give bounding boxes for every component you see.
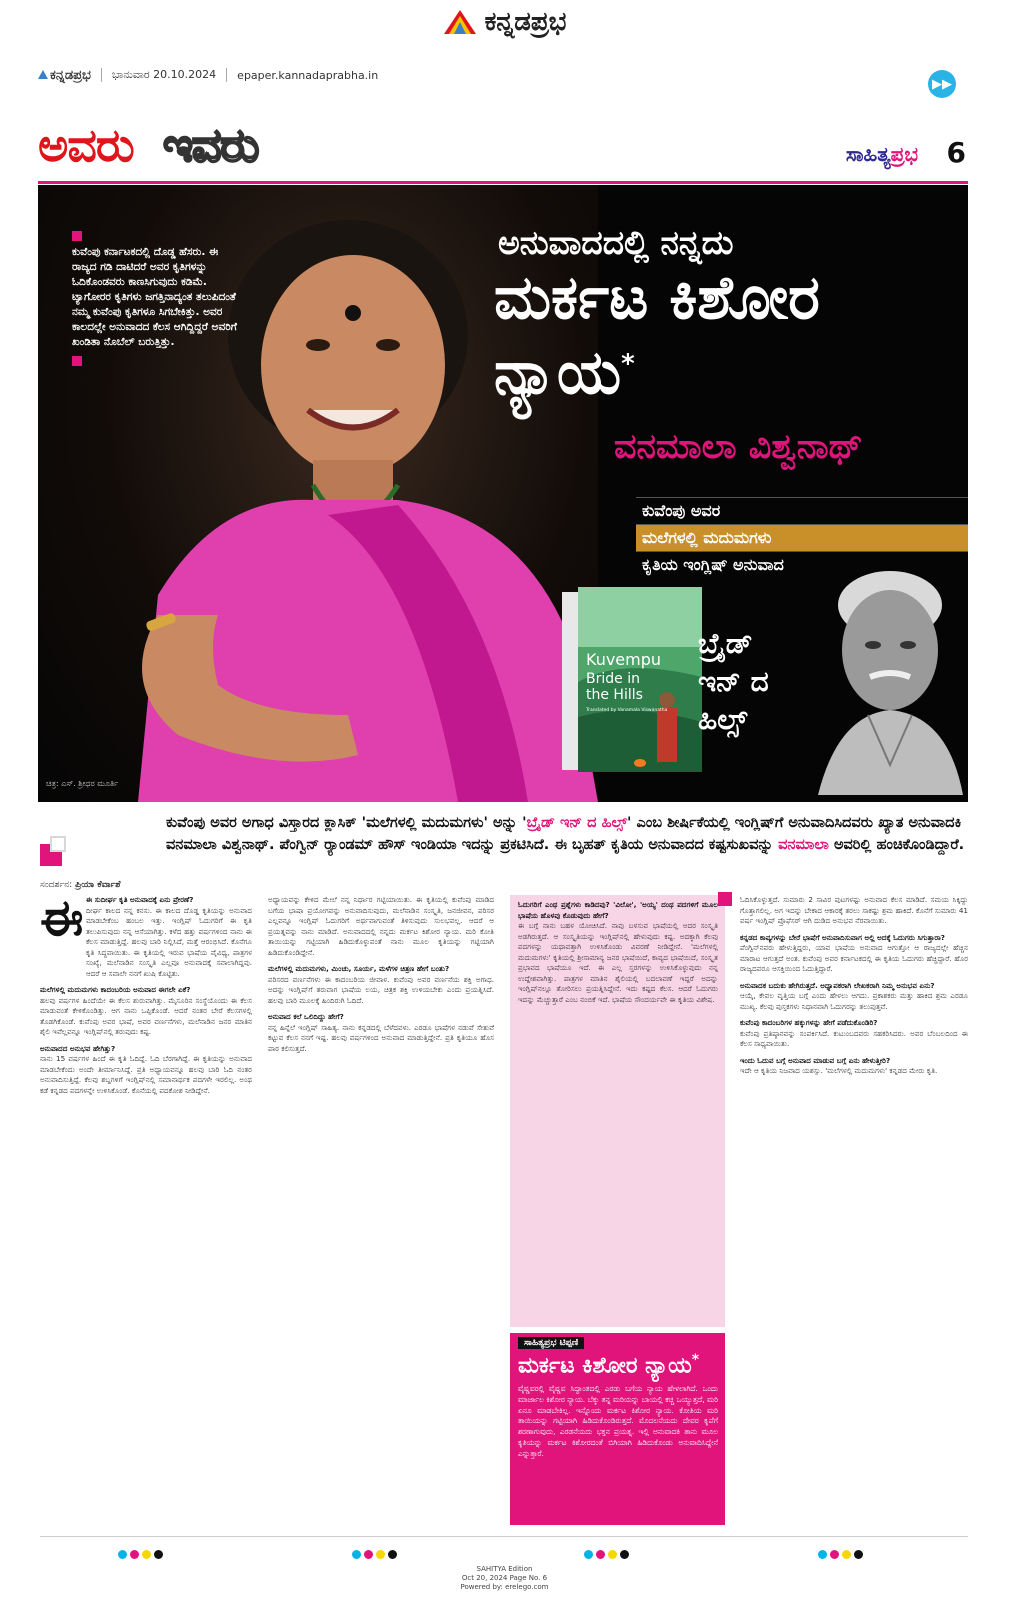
section-title-avaru: ಅವರು (38, 118, 134, 172)
intro-book-name: ಬ್ರೈಡ್ ಇನ್ ದ ಹಿಲ್ಸ್ (526, 815, 628, 831)
interview-answer: ಅಧ್ಯಾಯವನ್ನು ಕೇಳಿದ ಮೇಲೆ ನನ್ನ ನಿರ್ಧಾರ ಗಟ್ಟಿಯಾಯಿತು. ಈ ಕೃತಿಯಲ್ಲಿ ಕುವೆಂಪು ಮಾಡಿದ ಬಗೆಯ ಭಾಷಾ ಪ್ರಯೋಗವನ್ನು ಅನುವಾದಿಸುವುದು, ಮಲೆನಾಡಿನ ಸಂಸ್ಕೃತಿ, ಜನಜೀವನ, ಪರಿಸರ ಎಲ್ಲವನ್ನೂ ಇಂಗ್ಲಿಷ್ ಓದುಗರಿಗೆ ಅರ್ಥವಾಗುವಂತೆ ತಿಳಿಸುವುದು ಸುಲಭವಲ್ಲ. ಆದರೆ ಆ ಪ್ರಯತ್ನವನ್ನು ನಾನು ಮಾಡಿದೆ. ಅನುವಾದದಲ್ಲಿ ನನ್ನದು ಮರ್ಕಟ ಕಿಶೋರ ನ್ಯಾಯ. ಮರಿ ಕೋತಿ ತಾಯಿಯನ್ನು ಗಟ್ಟಿಯಾಗಿ ಹಿಡಿದುಕೊಳ್ಳುವಂತೆ ನಾನು ಮೂಲ ಕೃತಿಯನ್ನು ಗಟ್ಟಿಯಾಗಿ ಹಿಡಿದುಕೊಂಡಿದ್ದೇನೆ. (268, 895, 494, 957)
article-column-4 (740, 895, 968, 1525)
article-column-3 (518, 900, 718, 1325)
book-author: Kuvempu (586, 650, 662, 669)
quote-mark-bottom (72, 356, 82, 366)
interview-answer: ನಾನು 15 ವರ್ಷಗಳ ಹಿಂದೆ ಈ ಕೃತಿ ಓದಿದ್ದೆ. ಓದಿ ಬೆರಗಾಗಿದ್ದೆ. ಈ ಕೃತಿಯನ್ನು ಅನುವಾದ ಮಾಡಬೇಕೆಂದು ಅಂದೇ ತೀರ್ಮಾನಿಸಿದ್ದೆ. ಪ್ರತಿ ಅಧ್ಯಾಯವನ್ನೂ ಹಲವು ಬಾರಿ ಓದಿ ನಂತರ ಅನುವಾದಿಸುತ್ತಿದ್ದೆ. ಕೆಲವು ಶಬ್ದಗಳಿಗೆ ಇಂಗ್ಲಿಷ್‌ನಲ್ಲಿ ಸಮಾನಾರ್ಥಕ ಪದಗಳೇ ಇರಲಿಲ್ಲ. ಅಂಥ ಕಡೆ ಕನ್ನಡದ ಪದಗಳನ್ನೇ ಉಳಿಸಿಕೊಂಡೆ. ಕೊನೆಯಲ್ಲಿ ಪದಕೋಶ ನೀಡಿದ್ದೇನೆ. (40, 1054, 252, 1095)
pull-quote (72, 231, 242, 366)
next-arrow-icon: ▶▶ (932, 76, 952, 92)
footer-edition: SAHITYA Edition (476, 1565, 533, 1573)
subtitle-line-1: ಕುವೆಂಪು ಅವರ (636, 497, 968, 524)
kuvempu-portrait-photo (798, 565, 968, 795)
footer-rule (40, 1536, 968, 1537)
bride-line-3: ಹಿಲ್ಸ್ (698, 703, 748, 736)
section-label (846, 142, 918, 166)
interview-answer: ಈ ಬಗ್ಗೆ ನಾನು ಬಹಳ ಯೋಚಿಸಿದೆ. ನಾವು ಬಳಸುವ ಭಾಷೆಯಲ್ಲಿ ಅದರ ಸಂಸ್ಕೃತಿ ಅಡಗಿರುತ್ತದೆ. ಆ ಸಂಸ್ಕೃತಿಯನ್ನು ಇಂಗ್ಲಿಷ್‌ನಲ್ಲಿ ಹೇಳುವುದು ಕಷ್ಟ. ಅದಕ್ಕಾಗಿ ಕೆಲವು ಪದಗಳನ್ನು ಯಥಾವತ್ತಾಗಿ ಉಳಿಸಿಕೊಂಡು ವಿವರಣೆ ನೀಡಿದ್ದೇನೆ. 'ಮಲೆಗಳಲ್ಲಿ ಮದುಮಗಳು' ಕೃತಿಯಲ್ಲಿ ಶ್ರೀಸಾಮಾನ್ಯ ಜನರ ಭಾಷೆಯಿದೆ, ಕಾವ್ಯದ ಭಾಷೆಯಿದೆ, ಸಂಸ್ಕೃತ ಪ್ರಭಾವದ ಭಾಷೆಯೂ ಇದೆ. ಈ ಎಲ್ಲ ಸ್ತರಗಳನ್ನು ಉಳಿಸಿಕೊಳ್ಳುವುದು ನನ್ನ ಉದ್ದೇಶವಾಗಿತ್ತು. ಪಾತ್ರಗಳ ಮಾತಿನ ಶೈಲಿಯಲ್ಲಿ ಬದಲಾವಣೆ ಇದ್ದರೆ ಅದನ್ನು ಇಂಗ್ಲಿಷ್‌ನಲ್ಲೂ ತೋರಿಸಲು ಪ್ರಯತ್ನಿಸಿದ್ದೇನೆ. ಇದು ಕಷ್ಟದ ಕೆಲಸ. ಆದರೆ ಓದುಗರು ಇದನ್ನು ಮೆಚ್ಚುತ್ತಾರೆ ಎಂಬ ನಂಬಿಕೆ ಇದೆ. ಭಾಷೆಯ ಸೌಂದರ್ಯವೇ ಈ ಕೃತಿಯ ವಿಶೇಷ. (518, 921, 718, 1004)
byline-name: ಪ್ರಿಯಾ ಕೆರ್ವಾಶೆ (75, 880, 121, 890)
logo-triangle-icon (38, 70, 48, 79)
headline-asterisk: * (621, 349, 635, 379)
headline (494, 265, 964, 406)
page-footer (0, 1565, 1009, 1592)
section-label-sahitya: ಸಾಹಿತ್ಯ (845, 142, 891, 166)
intro-part-3: ಅವರಿಲ್ಲಿ ಹಂಚಿಕೊಂಡಿದ್ದಾರೆ. (828, 837, 965, 853)
intro-standfirst (166, 812, 966, 856)
intro-part-2: ' ಎಂಬ ಶೀರ್ಷಿಕೆಯಲ್ಲಿ ಇಂಗ್ಲಿಷ್‌ಗೆ ಅನುವಾದಿಸಿದವರು ಖ್ಯಾತ ಅನುವಾದಕಿ ವನಮಾಲಾ ವಿಶ್ವನಾಥ್. ಪೆಂಗ್ವಿನ್ ರ‍್ಯಾಂಡಮ್ ಹೌಸ್ ಇಂಡಿಯಾ ಇದನ್ನು ಪ್ರಕಟಿಸಿದೆ. ಈ ಬೃಹತ್ ಕೃತಿಯ ಅನುವಾದದ ಕಷ್ಟಸುಖವನ್ನು (166, 815, 962, 853)
book-translator: Translated by Vanamala Viswanatha (586, 708, 668, 713)
intro-part-1: ಕುವೆಂಪು ಅವರ ಅಗಾಧ ವಿಸ್ತಾರದ ಕ್ಲಾಸಿಕ್ 'ಮಲೆಗಳಲ್ಲಿ ಮದುಮಗಳು' ಅನ್ನು ' (166, 815, 527, 831)
book-cover-image (562, 587, 702, 772)
intro-author-name: ವನಮಾಲಾ (778, 837, 829, 853)
headline-text: ಮರ್ಕಟ ಕಿಶೋರ ನ್ಯಾಯ (494, 263, 820, 408)
interview-question: ಇಂದು ಓದುವ ಬಗ್ಗೆ ಅನುವಾದ ಮಾಡುವ ಬಗ್ಗೆ ಏನು ಹೇಳುತ್ತೀರಿ? (740, 1055, 891, 1065)
interview-answer: ಕುವೆಂಪು ಪ್ರತಿಷ್ಠಾನವನ್ನು ಸಂಪರ್ಕಿಸಿದೆ. ಕುಟುಂಬದವರು ಸಹಕರಿಸಿದರು. ಅವರ ಬೆಂಬಲದಿಂದ ಈ ಕೆಲಸ ಸಾಧ್ಯವಾಯಿತು. (740, 1028, 968, 1048)
epaper-url[interactable]: epaper.kannadaprabha.in (237, 68, 379, 82)
interview-question: ಅನುವಾದಕ ಬದುಕು ಹೇಗಿರುತ್ತದೆ. ಅಧ್ಯಾಪಕರಾಗಿ ಲೇಖಕರಾಗಿ ನಿಮ್ಮ ಅನುಭವ ಏನು? (740, 980, 935, 990)
registration-marks (584, 1550, 629, 1559)
footer-powered-by: Powered by: erelego.com (460, 1583, 549, 1591)
book-title-2: the Hills (586, 687, 643, 703)
bride-line-2: ಇನ್ ದ (698, 665, 769, 698)
interview-answer: ಓದಿಸಿಕೊಳ್ಳುತ್ತದೆ. ಸುಮಾರು 2 ಸಾವಿರ ಪುಟಗಳಷ್ಟು ಅನುವಾದ ಕೆಲಸ ಮಾಡಿದೆ. ಸಮಯ ಸಿಕ್ಕಿದ್ದು ಗೊತ್ತಾಗಲಿಲ್ಲ. ಅಗ ಇದನ್ನು ಬೇಕಾದ ಆಕಾರಕ್ಕೆ ತರಲು ಸಾಕಷ್ಟು ಶ್ರಮ ಹಾಕಿದೆ. ಕೊನೆಗೆ ಸುಮಾರು 41 ವರ್ಷ ಇಂಗ್ಲಿಷ್ ಪ್ರೊಫೆಸರ್ ಆಗಿ ದುಡಿದ ಅನುಭವ ನೆರವಾಯಿತು. (740, 895, 968, 925)
intro-white-square (50, 836, 66, 852)
masthead (0, 0, 1009, 44)
interview-question: ಅನುವಾದದ ಅನುಭವ ಹೇಗಿತ್ತು? (40, 1043, 116, 1053)
highlight-corner-mark (718, 892, 732, 906)
interview-question: ಕನ್ನಡದ ಕಾವ್ಯಗಳನ್ನು ಬೇರೆ ಭಾಷೆಗೆ ಅನುವಾದಿಸುವಾಗ ಅಲ್ಲಿ ಅದಕ್ಕೆ ಓದುಗರು ಸಿಗುತ್ತಾರಾ? (740, 932, 945, 942)
masthead-logo-text: ಕನ್ನಡಪ್ರಭ (484, 6, 567, 37)
subtitle-line-2: ಮಲೆಗಳಲ್ಲಿ ಮದುಮಗಳು (636, 524, 968, 551)
registration-marks (118, 1550, 163, 1559)
interview-question: ಕುವೆಂಪು ಕಾದಂಬರಿಗಳ ಹಕ್ಕುಗಳನ್ನು ಹೇಗೆ ಪಡೆದುಕೊಂಡಿರಿ? (740, 1018, 878, 1027)
interview-question: ಈ ಸುದೀರ್ಘ ಕೃತಿ ಅನುವಾದಕ್ಕೆ ಏನು ಪ್ರೇರಣೆ? (86, 895, 194, 904)
col1-block-1 (40, 889, 252, 979)
interview-question: ಮಲೆಗಳಲ್ಲಿ ಮದುಮಗಳು, ಮಿಂಚು, ಸೂರ್ಯ, ಮಳೆಗಳ ಚಿತ್ರಣ ಹೇಗೆ ಬಂತು? (268, 964, 450, 973)
article-column-2 (268, 895, 494, 1525)
page-number: 6 (946, 136, 966, 169)
header-rule (38, 181, 968, 184)
quote-mark-top (72, 231, 82, 241)
edition-logo-text: ಕನ್ನಡಪ್ರಭ (50, 67, 91, 83)
photo-credit: ಚಿತ್ರ: ಎಸ್. ಶ್ರೀಧರ ಮೂರ್ತಿ (46, 779, 119, 788)
explainer-title (518, 1352, 718, 1378)
registration-marks (818, 1550, 863, 1559)
edition-bar (38, 66, 968, 84)
registration-marks (352, 1550, 397, 1559)
interview-answer: ಪೆಂಗ್ವಿನ್‌ನವರು ಹೇಳುತ್ತಿದ್ದರು, ಯಾವ ಭಾಷೆಯ ಅನುವಾದ ಆಗುತ್ತೋ ಆ ರಾಜ್ಯದಲ್ಲೇ ಹೆಚ್ಚಿನ ಮಾರಾಟ ಆಗುತ್ತದೆ ಅಂತ. ಕುವೆಂಪು ಅವರ ಕರ್ನಾಟಕದಲ್ಲಿ ಈ ಕೃತಿಯ ಓದುಗರು ಹೆಚ್ಚಿದ್ದಾರೆ. ಹೊರ ರಾಜ್ಯದವರೂ ಆಸಕ್ತಿಯಿಂದ ಓದುತ್ತಿದ್ದಾರೆ. (740, 943, 968, 973)
explainer-title-text: ಮರ್ಕಟ ಕಿಶೋರ ನ್ಯಾಯ (518, 1353, 692, 1379)
drop-cap: ಈ (40, 889, 84, 947)
hero-banner (38, 185, 968, 802)
interview-question: ಓದುಗರಿಗೆ ಎಂಥ ಪ್ರಶ್ನೆಗಳು ಕಾಡಿದವು? 'ವಿಲೋ', 'ಅಯ್ಯ' ದಂಥ ಪದಗಳಿಗೆ ಮೂಲ ಭಾಷೆಯ ಹೊಳವು ಕೊಡುವುದು ಹೇಗೆ? (518, 900, 718, 920)
interview-answer: ಇದೇ ಆ ಕೃತಿಯ ನಿಜವಾದ ಯಶಸ್ಸು. 'ಮಲೆಗಳಲ್ಲಿ ಮದುಮಗಳು' ಕನ್ನಡದ ಮೇರು ಕೃತಿ. (740, 1066, 938, 1075)
edition-logo (38, 68, 91, 83)
book-title-kannada (698, 625, 769, 739)
subtitle-line-3: ಕೃತಿಯ ಇಂಗ್ಲಿಷ್ ಅನುವಾದ (636, 551, 968, 578)
book-title-1: Bride in (586, 671, 640, 687)
edition-date: ಭಾನುವಾರ 20.10.2024 (111, 68, 217, 81)
byline-label: ಸಂದರ್ಶನ: (40, 880, 73, 890)
headline-kicker: ಅನುವಾದದಲ್ಲಿ ನನ್ನದು (498, 223, 734, 262)
section-label-prabha: ಪ್ರಭ (890, 142, 918, 166)
divider (101, 68, 102, 82)
kannadaprabha-logo-icon (443, 9, 477, 35)
interview-answer: ಆಯ್ಕೆ, ಕೇವಲ ವೃತ್ತಿಯ ಬಗ್ಗೆ ಎಂದು ಹೇಳಲು ಆಗದು. ಪ್ರಕಾಶಕರು ಮತ್ತು ಹಾಕಿದ ಶ್ರಮ ಎರಡೂ ಮುಖ್ಯ. ಕೆಲವು ಪುಸ್ತಕಗಳು ನಿಧಾನವಾಗಿ ಓದುಗರನ್ನು ತಲುಪುತ್ತವೆ. (740, 991, 968, 1011)
interview-question: ಮಲೆಗಳಲ್ಲಿ ಮದುಮಗಳು ಕಾದಂಬರಿಯ ಅನುವಾದ ಈಗಲೇ ಏಕೆ? (40, 985, 191, 994)
interview-answer: ಪರಿಸರದ ವರ್ಣನೆಗಳು ಈ ಕಾದಂಬರಿಯ ಜೀವಾಳ. ಕುವೆಂಪು ಅವರ ವರ್ಣನೆಯ ಶಕ್ತಿ ಅಗಾಧ. ಅದನ್ನು ಇಂಗ್ಲಿಷ್‌ಗೆ ತರುವಾಗ ಭಾಷೆಯ ಲಯ, ಚಿತ್ರಕ ಶಕ್ತಿ ಉಳಿಯಬೇಕು ಎಂದು ಪ್ರಯತ್ನಿಸಿದೆ. ಹಲವು ಬಾರಿ ಮೂಲಕ್ಕೆ ಹಿಂದಿರುಗಿ ಓದಿದೆ. (268, 974, 494, 1005)
interview-answer: ನನ್ನ ಹಿನ್ನೆಲೆ ಇಂಗ್ಲಿಷ್ ಸಾಹಿತ್ಯ. ನಾನು ಕನ್ನಡದಲ್ಲಿ ಬೆಳೆದವಳು. ಎರಡೂ ಭಾಷೆಗಳ ನಡುವೆ ಸೇತುವೆ ಕಟ್ಟುವ ಕೆಲಸ ನನಗೆ ಇಷ್ಟ. ಹಲವು ವರ್ಷಗಳಿಂದ ಅನುವಾದ ಮಾಡುತ್ತಿದ್ದೇನೆ. ಪ್ರತಿ ಕೃತಿಯೂ ಹೊಸ ಪಾಠ ಕಲಿಸುತ್ತದೆ. (268, 1022, 494, 1053)
author-name: ವನಮಾಲಾ ವಿಶ್ವನಾಥ್ (614, 427, 863, 467)
pull-quote-text: ಕುವೆಂಪು ಕರ್ನಾಟಕದಲ್ಲಿ ದೊಡ್ಡ ಹೆಸರು. ಈ ರಾಜ್ಯದ ಗಡಿ ದಾಟಿದರೆ ಅವರ ಕೃತಿಗಳನ್ನು ಓದಿಕೊಂಡವರು ಕಾಣಸಿಗುವುದು ಕಡಿಮೆ. ಟ್ಯಾಗೋರರ ಕೃತಿಗಳು ಜಗತ್ತಿನಾದ್ಯಂತ ತಲುಪಿದಂತೆ ನಮ್ಮ ಕುವೆಂಪು ಕೃತಿಗಳೂ ಸಿಗಬೇಕಿತ್ತು. ಅವರ ಕಾಲದಲ್ಲೇ ಅನುವಾದದ ಕೆಲಸ ಆಗಿದ್ದಿದ್ದರೆ ಅವರಿಗೆ ಖಂಡಿತಾ ನೊಬೆಲ್ ಬರುತ್ತಿತ್ತು. (72, 246, 237, 348)
article-column-1 (40, 889, 252, 1525)
explainer-body: ವೈಷ್ಣವರಲ್ಲಿ ವೈಷ್ಣವ ಸಿದ್ಧಾಂತದಲ್ಲಿ ಎರಡು ಬಗೆಯ ನ್ಯಾಯ ಹೇಳಲಾಗಿದೆ. ಒಂದು ಮಾರ್ಜಾಲ ಕಿಶೋರ ನ್ಯಾಯ. ಬೆಕ್ಕು ತನ್ನ ಮರಿಯನ್ನು ಬಾಯಲ್ಲಿ ಕಚ್ಚಿ ಒಯ್ಯುತ್ತದೆ, ಮರಿ ಏನೂ ಮಾಡಬೇಕಿಲ್ಲ. ಇನ್ನೊಂದು ಮರ್ಕಟ ಕಿಶೋರ ನ್ಯಾಯ. ಕೋತಿಯ ಮರಿ ತಾಯಿಯನ್ನು ಗಟ್ಟಿಯಾಗಿ ಹಿಡಿದುಕೊಂಡಿರುತ್ತದೆ. ಮೊದಲನೆಯದು ದೇವರ ಕೃಪೆಗೆ ಶರಣಾಗುವುದು, ಎರಡನೆಯದು ಭಕ್ತನ ಪ್ರಯತ್ನ. ಇಲ್ಲಿ ಅನುವಾದಕಿ ತಾನು ಮೂಲ ಕೃತಿಯನ್ನು ಮರ್ಕಟ ಕಿಶೋರದಂತೆ ಬಿಗಿಯಾಗಿ ಹಿಡಿದುಕೊಂಡು ಅನುವಾದಿಸಿದ್ದೇನೆ ಎನ್ನುತ್ತಾರೆ. (518, 1384, 718, 1458)
bride-line-1: ಬ್ರೈಡ್ (698, 627, 753, 660)
interview-answer: ಹಲವು ವರ್ಷಗಳ ಹಿಂದೆಯೇ ಈ ಕೆಲಸ ಶುರುವಾಗಿತ್ತು. ಮೈಸೂರಿನ ಸಂಸ್ಥೆಯೊಂದು ಈ ಕೆಲಸ ಮಾಡುವಂತೆ ಕೇಳಿಕೊಂಡಿತ್ತು. ಆಗ ನಾನು ಒಪ್ಪಿಕೊಂಡೆ. ಆದರೆ ನಂತರ ಬೇರೆ ಕೆಲಸಗಳಲ್ಲಿ ತೊಡಗಿಕೊಂಡೆ. ಕುವೆಂಪು ಅವರ ಭಾಷೆ, ಅವರ ವರ್ಣನೆಗಳು, ಮಲೆನಾಡಿನ ಜನರ ಮಾತಿನ ಶೈಲಿ ಇವೆಲ್ಲವನ್ನೂ ಇಂಗ್ಲಿಷ್‌ನಲ್ಲಿ ತರುವುದು ಕಷ್ಟ. (40, 995, 252, 1036)
explainer-asterisk: * (691, 1352, 700, 1368)
explainer-tag: ಸಾಹಿತ್ಯಪ್ರಭ ಟಿಪ್ಪಣಿ (518, 1337, 584, 1349)
interview-answer: ದೀರ್ಘ ಕಾಲದ ನನ್ನ ಕನಸು. ಈ ಕಾಲದ ದೊಡ್ಡ ಕೃತಿಯನ್ನು ಅನುವಾದ ಮಾಡಬೇಕೆಂಬ ಹಂಬಲ ಇತ್ತು. ಇಂಗ್ಲಿಷ್ ಓದುಗರಿಗೆ ಈ ಕೃತಿ ತಲುಪಿಸುವುದು ನನ್ನ ಆಸೆಯಾಗಿತ್ತು. ಕಳೆದ ಹತ್ತು ವರ್ಷಗಳಿಂದ ನಾನು ಈ ಕೆಲಸ ಮಾಡುತ್ತಿದ್ದೆ. ಹಲವು ಬಾರಿ ನಿಲ್ಲಿಸಿದೆ, ಮತ್ತೆ ಆರಂಭಿಸಿದೆ. ಕೊನೆಗೂ ಕೃತಿ ಸಿದ್ಧವಾಯಿತು. ಈ ಕೃತಿಯಲ್ಲಿ ಇರುವ ಭಾಷೆಯ ವೈವಿಧ್ಯ, ಪಾತ್ರಗಳ ಸಂಖ್ಯೆ, ಮಲೆನಾಡಿನ ಸಂಸ್ಕೃತಿ ಎಲ್ಲವೂ ಅನುವಾದಕ್ಕೆ ಸವಾಲಾಗಿದ್ದವು. ಆದರೆ ಆ ಸವಾಲೇ ನನಗೆ ಖುಷಿ ಕೊಟ್ಟಿತು. (86, 905, 252, 978)
section-title-ivaru: ಇವರು (163, 118, 259, 172)
footer-date-page: Oct 20, 2024 Page No. 6 (461, 1574, 548, 1582)
next-page-button[interactable] (928, 70, 956, 98)
interview-question: ಅನುವಾದ ಕಲೆ ಒಲಿದಿದ್ದು ಹೇಗೆ? (268, 1012, 344, 1021)
section-header (38, 118, 968, 180)
divider (226, 68, 227, 82)
